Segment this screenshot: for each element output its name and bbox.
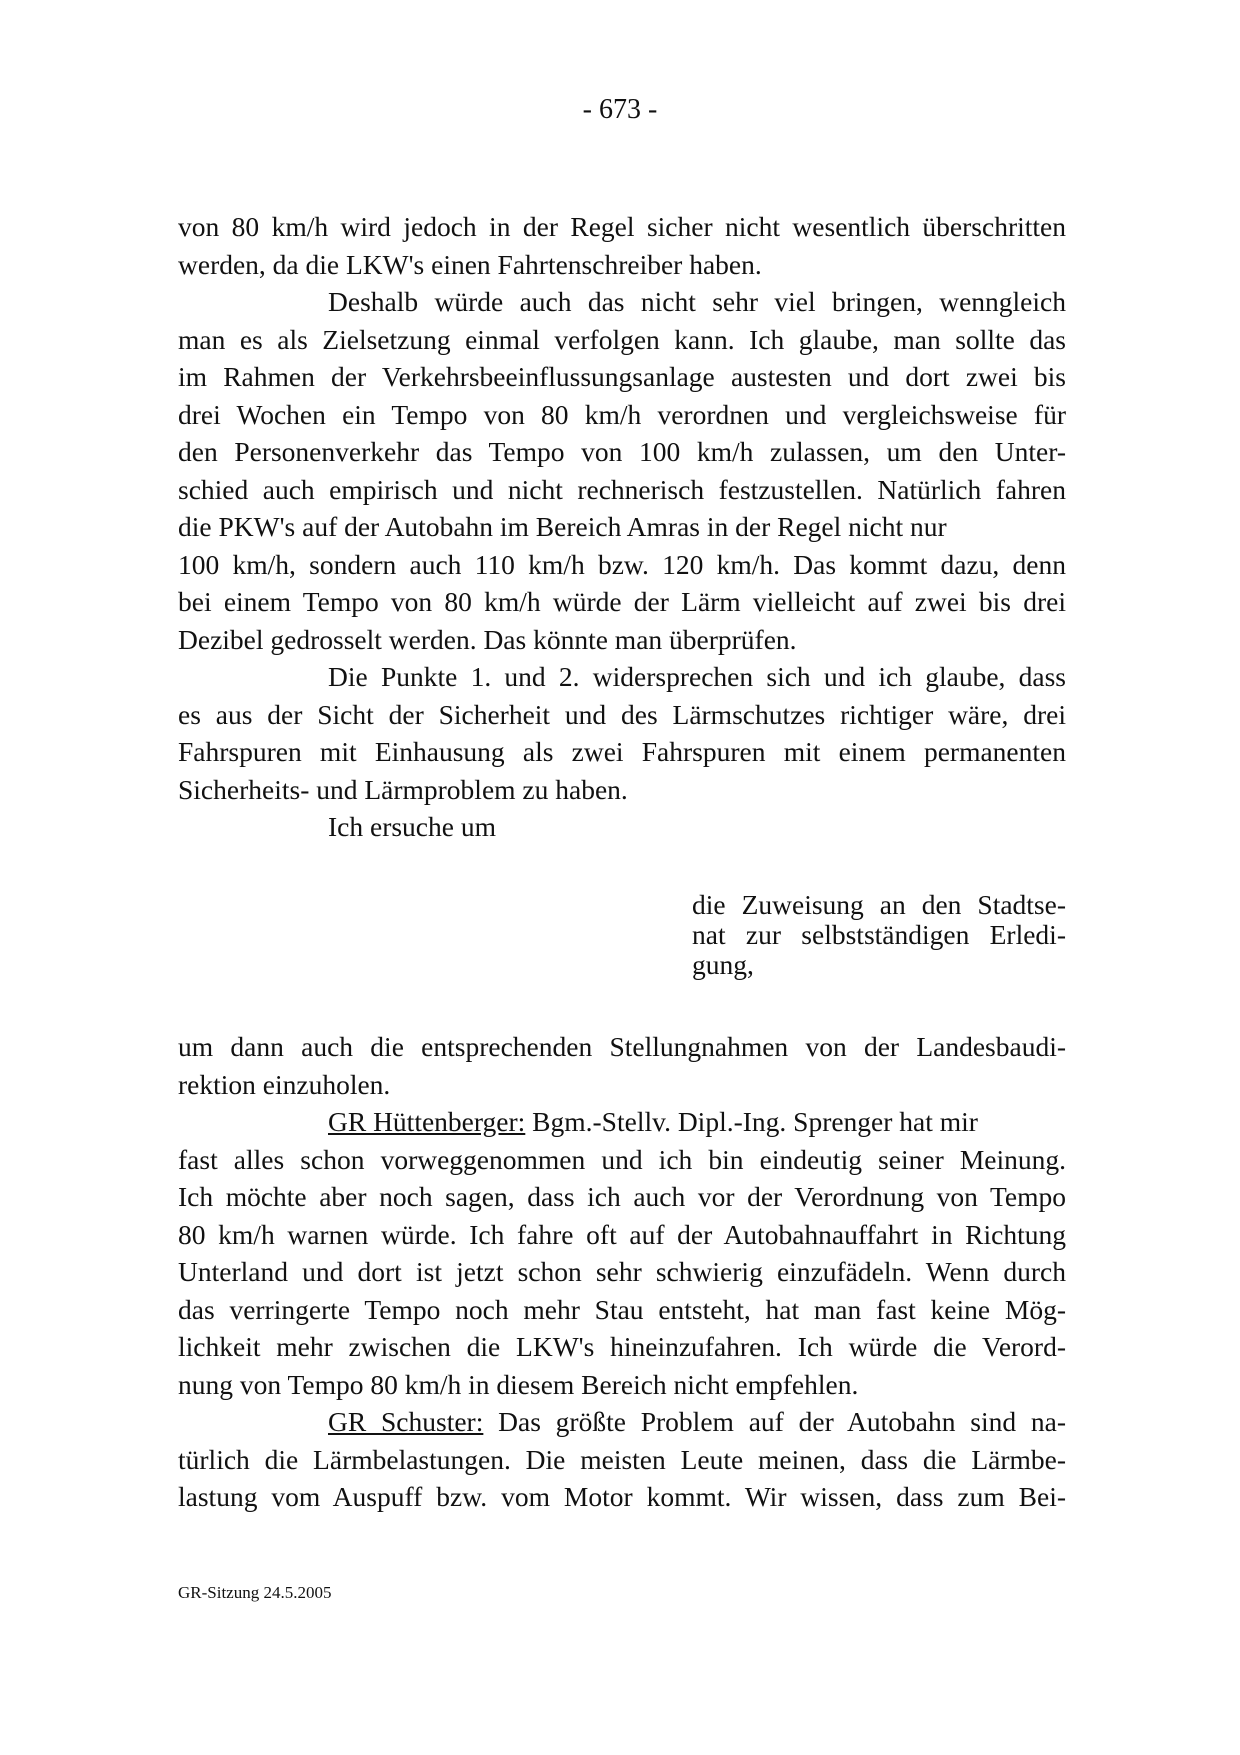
- speaker-name: GR Hüttenberger:: [328, 1106, 526, 1137]
- text-line: 80 km/h warnen würde. Ich fahre oft auf der Autobahnauffahrt in Richtung: [178, 1218, 1066, 1250]
- text-line: Dezibel gedrosselt werden. Das könnte man überprüfen.: [178, 623, 797, 655]
- text-line: Sicherheits- und Lärmproblem zu haben.: [178, 773, 628, 805]
- text-line: bei einem Tempo von 80 km/h würde der Lärm vielleicht auf zwei bis drei: [178, 586, 1066, 617]
- paragraph-start-line: Deshalb würde auch das nicht sehr viel bringen, wenngleich: [328, 286, 1066, 317]
- text-line: von 80 km/h wird jedoch in der Regel sicher nicht wesentlich überschritten: [178, 211, 1066, 242]
- text-line: fast alles schon vorweggenommen und ich bin eindeutig seiner Meinung.: [178, 1143, 1066, 1175]
- speaker-line: [178, 1403, 1066, 1441]
- text-line: schied auch empirisch und nicht rechnerisch festzustellen. Natürlich fahren: [178, 473, 1066, 505]
- text-line: türlich die Lärmbelastungen. Die meisten Leute meinen, dass die Lärmbe-: [178, 1443, 1066, 1475]
- text-line: um dann auch die entsprechenden Stellungnahmen von der Landesbaudi-: [178, 1031, 1066, 1062]
- footer-session-label: GR-Sitzung 24.5.2005: [178, 1583, 332, 1602]
- text-line: Ich möchte aber noch sagen, dass ich auch vor der Verordnung von Tempo: [178, 1181, 1066, 1212]
- text-line: man es als Zielsetzung einmal verfolgen kann. Ich glaube, man sollte das: [178, 323, 1066, 355]
- text-line: rektion einzuholen.: [178, 1068, 391, 1100]
- speaker-text: Das größte Problem auf der Autobahn sind na-: [483, 1406, 1066, 1437]
- text-line: 100 km/h, sondern auch 110 km/h bzw. 120 km/h. Das kommt dazu, denn: [178, 548, 1066, 580]
- text-line: das verringerte Tempo noch mehr Stau entsteht, hat man fast keine Mög-: [178, 1293, 1066, 1325]
- speaker-line: [178, 1103, 1066, 1141]
- text-line: lichkeit mehr zwischen die LKW's hineinzufahren. Ich würde die Verord-: [178, 1331, 1066, 1362]
- motion-line: die Zuweisung an den Stadtse-: [692, 889, 1066, 920]
- text-line: Fahrspuren mit Einhausung als zwei Fahrspuren mit einem permanenten: [178, 736, 1066, 767]
- body-text-block-2: [178, 1028, 1066, 1516]
- paragraph-start-line: Die Punkte 1. und 2. widersprechen sich und ich glaube, dass: [328, 661, 1066, 692]
- body-text-block-1: [178, 208, 1066, 846]
- speaker-text: Bgm.-Stellv. Dipl.-Ing. Sprenger hat mir: [525, 1106, 978, 1137]
- text-line: lastung vom Auspuff bzw. vom Motor kommt. Wir wissen, dass zum Bei-: [178, 1481, 1066, 1512]
- paragraph-start-line: Ich ersuche um: [328, 811, 496, 842]
- motion-line: nat zur selbstständigen Erledi-: [692, 919, 1066, 950]
- text-line: den Personenverkehr das Tempo von 100 km/h zulassen, um den Unter-: [178, 436, 1066, 467]
- text-line: werden, da die LKW's einen Fahrtenschreiber haben.: [178, 248, 762, 280]
- motion-block: [692, 890, 1066, 980]
- text-line: drei Wochen ein Tempo von 80 km/h verordnen und vergleichsweise für: [178, 398, 1066, 430]
- text-line: im Rahmen der Verkehrsbeeinflussungsanlage austesten und dort zwei bis: [178, 361, 1066, 392]
- page-number: - 673 -: [582, 94, 658, 125]
- speaker-name: GR Schuster:: [328, 1406, 484, 1437]
- text-line: nung von Tempo 80 km/h in diesem Bereich nicht empfehlen.: [178, 1368, 859, 1400]
- text-line: die PKW's auf der Autobahn im Bereich Amras in der Regel nicht nur: [178, 511, 947, 542]
- motion-line: gung,: [692, 949, 754, 980]
- text-line: Unterland und dort ist jetzt schon sehr schwierig einzufädeln. Wenn durch: [178, 1256, 1066, 1287]
- text-line: es aus der Sicht der Sicherheit und des Lärmschutzes richtiger wäre, drei: [178, 698, 1066, 730]
